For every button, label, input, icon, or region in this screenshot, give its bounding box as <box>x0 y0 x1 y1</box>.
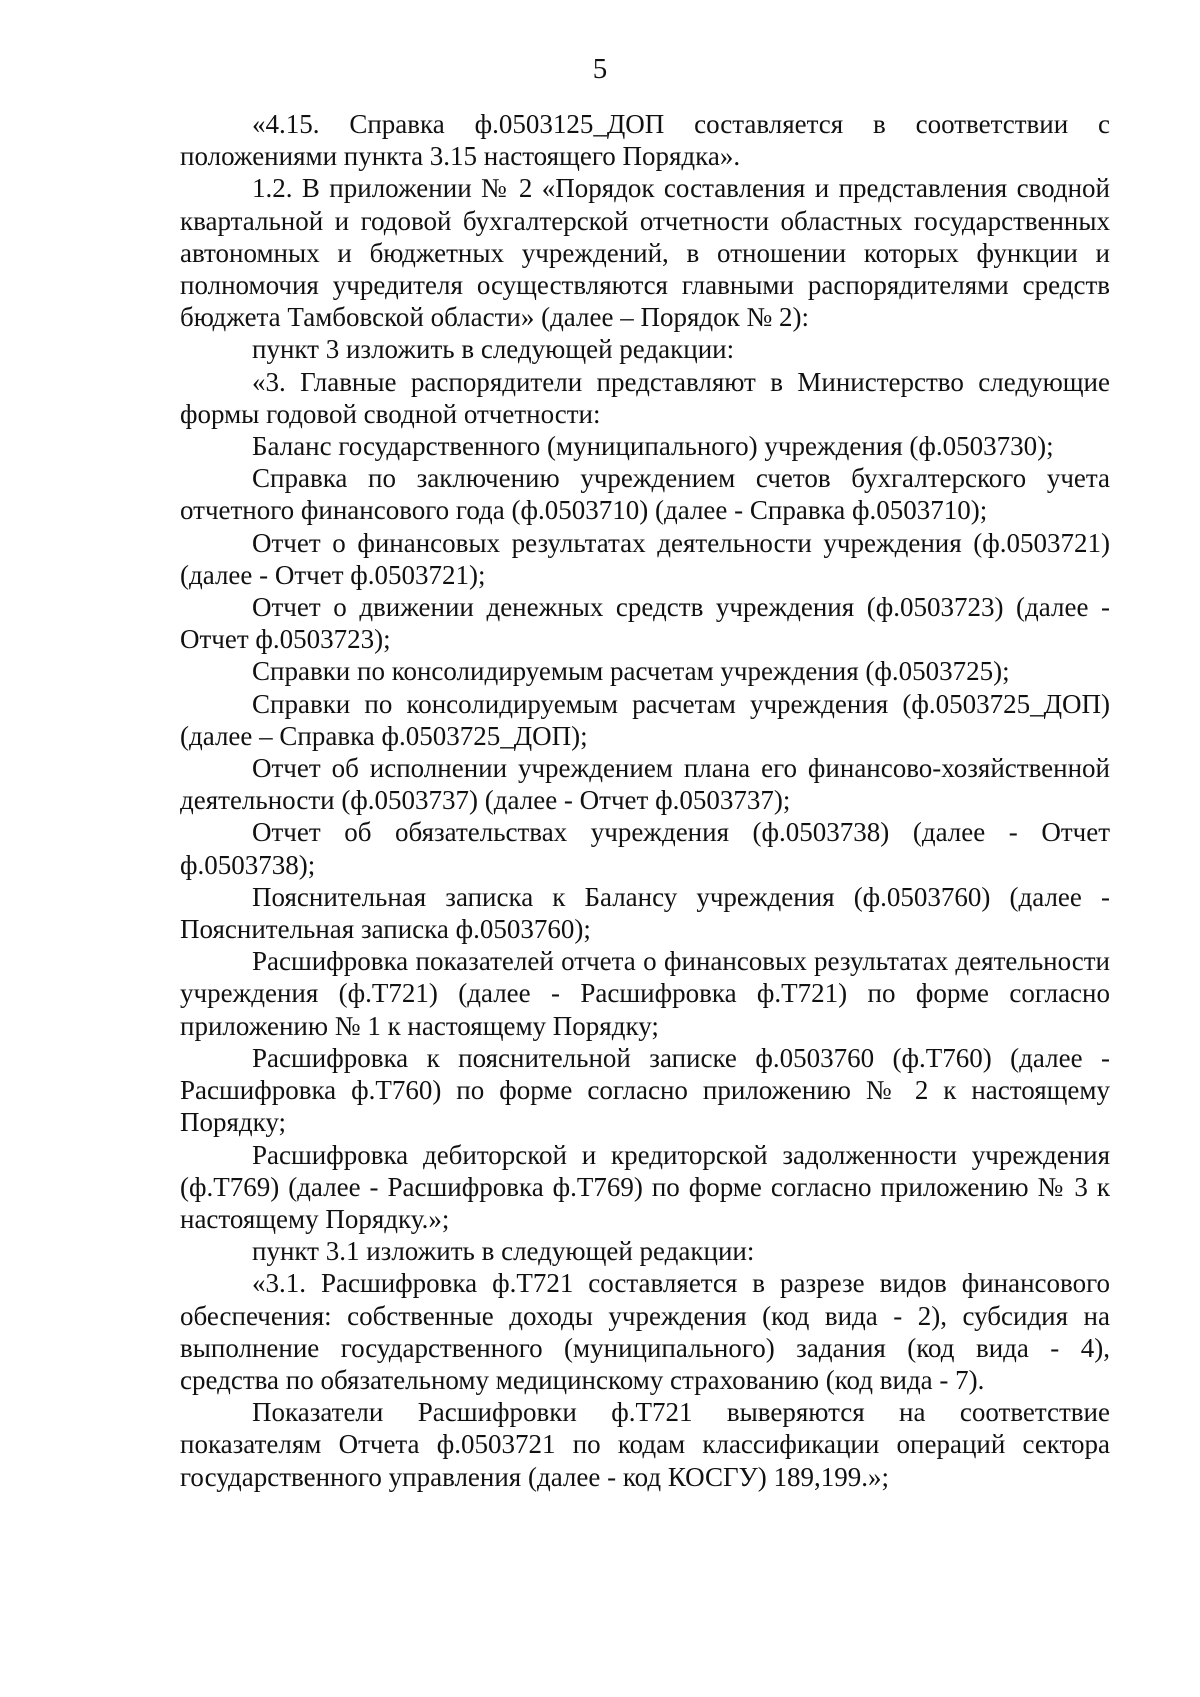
paragraph: Справки по консолидируемым расчетам учреждения (ф.0503725_ДОП)(далее – Справка ф.0503725_ДОП); <box>180 688 1110 751</box>
paragraph: Справки по консолидируемым расчетам учреждения (ф.0503725); <box>252 656 1010 687</box>
paragraph: Пояснительная записка к Балансу учреждения (ф.0503760) (далее - Пояснительная записка ф.0503760); <box>180 881 1110 945</box>
paragraph: «4.15. Справка ф.0503125_ДОП составляется в соответствии с положениями пункта 3.15 настоящего Порядка». <box>180 109 1110 172</box>
paragraph: Отчет о финансовых результатах деятельности учреждения (ф.0503721) (далее - Отчет ф.0503721); <box>180 527 1110 590</box>
document-body <box>180 108 1110 1493</box>
paragraph: Отчет об исполнении учреждением плана его финансово-хозяйственной деятельности (ф.0503737) (далее - Отчет ф.0503737); <box>180 753 1110 816</box>
paragraph: пункт 3.1 изложить в следующей редакции: <box>252 1236 755 1267</box>
paragraph: Баланс государственного (муниципального) учреждения (ф.0503730); <box>252 431 1054 462</box>
paragraph: «3.1. Расшифровка ф.Т721 составляется в разрезе видов финансового обеспечения: собственные доходы учреждения (код вида - 2), субсидия на выполнение государственного (муниципального) задания (код вида - 4), средства по обязательному медицинскому страхованию (код вида - 7). <box>180 1268 1110 1395</box>
paragraph: пункт 3 изложить в следующей редакции: <box>252 334 735 365</box>
paragraph: Отчет о движении денежных средств учреждения (ф.0503723) (далее - Отчет ф.0503723); <box>180 592 1110 655</box>
paragraph: Расшифровка дебиторской и кредиторской задолженности учреждения (ф.Т769) (далее - Расшифровка ф.Т769) по форме согласно приложению № 3 к настоящему Порядку.»; <box>180 1139 1110 1234</box>
page-number: 5 <box>592 53 608 85</box>
paragraph: Показатели Расшифровки ф.Т721 выверяются на соответствие показателям Отчета ф.0503721 по кодам классификации операций сектора государственного управления (далее - код КОСГУ) 189,199.»; <box>180 1397 1110 1492</box>
paragraph: Расшифровка к пояснительной записке ф.0503760 (ф.Т760) (далее - Расшифровка ф.Т760) по форме согласно приложению № 2 к настоящему Порядку; <box>180 1042 1110 1138</box>
paragraph: 1.2. В приложении № 2 «Порядок составления и представления сводной квартальной и годовой бухгалтерской отчетности областных государственных автономных и бюджетных учреждений, в отношении которых функции и полномочия учредителя осуществляются главными распорядителями средств бюджета Тамбовской области» (далее – Порядок № 2): <box>180 173 1110 333</box>
paragraph: Справка по заключению учреждением счетов бухгалтерского учета отчетного финансового года (ф.0503710) (далее - Справка ф.0503710); <box>180 463 1110 526</box>
paragraph: «3. Главные распорядители представляют в Министерство следующие формы годовой сводной отчетности: <box>180 366 1110 429</box>
paragraph: Расшифровка показателей отчета о финансовых результатах деятельности учреждения (ф.Т721) (далее - Расшифровка ф.Т721) по форме согласно приложению № 1 к настоящему Порядку; <box>180 946 1110 1041</box>
paragraph: Отчет об обязательствах учреждения (ф.0503738) (далее - Отчет ф.0503738); <box>180 817 1110 880</box>
